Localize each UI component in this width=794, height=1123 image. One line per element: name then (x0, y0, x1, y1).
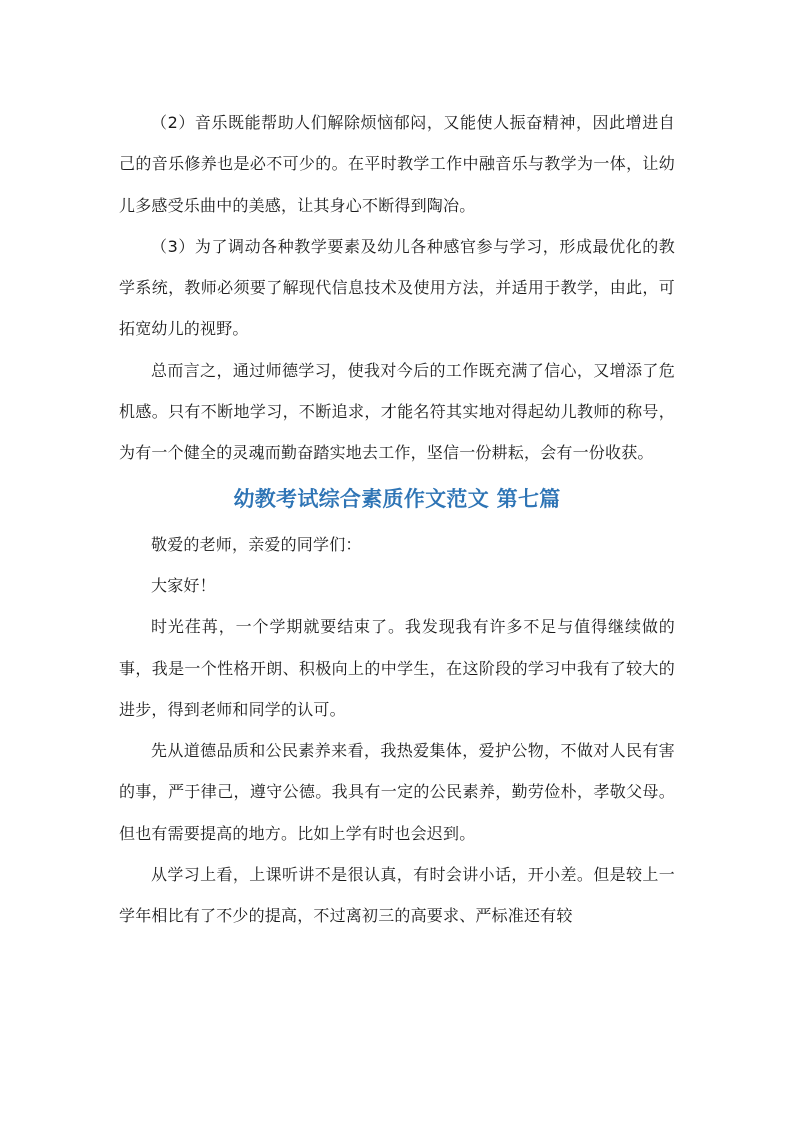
paragraph-study: 从学习上看，上课听讲不是很认真，有时会讲小话，开小差。但是较上一学年相比有了不少的提高，不过离初三的高要求、严标准还有较 (119, 865, 675, 926)
paragraph-salutation: 敬爱的老师，亲爱的同学们： (151, 534, 362, 554)
paragraph-greeting: 大家好！ (151, 575, 216, 595)
paragraph-semester-intro: 时光荏苒，一个学期就要结束了。我发现我有许多不足与值得继续做的事，我是一个性格开朗、积极向上的中学生，在这阶段的学习中我有了较大的进步，得到老师和同学的认可。 (119, 617, 675, 719)
paragraph-music-benefits: （2）音乐既能帮助人们解除烦恼郁闷，又能使人振奋精神，因此增进自己的音乐修养也是必不可少的。在平时教学工作中融音乐与教学为一体，让幼儿多感受乐曲中的美感，让其身心不断得到陶冶。 (119, 113, 675, 215)
paragraph-conclusion: 总而言之，通过师德学习，使我对今后的工作既充满了信心，又增添了危机感。只有不断地学习，不断追求，才能名符其实地对得起幼儿教师的称号，为有一个健全的灵魂而勤奋踏实地去工作，坚信一份耕耘，会有一份收获。 (119, 360, 675, 463)
section-heading: 幼教考试综合素质作文范文 第七篇 (233, 486, 561, 511)
document-body (119, 102, 675, 937)
paragraph-moral-quality: 先从道德品质和公民素养来看，我热爱集体，爱护公物，不做对人民有害的事，严于律己，遵守公德。我具有一定的公民素养，勤劳俭朴，孝敬父母。但也有需要提高的地方。比如上学有时也会迟到。 (119, 741, 675, 843)
paragraph-teaching-system: （3）为了调动各种教学要素及幼儿各种感官参与学习，形成最优化的教学系统，教师必须要了解现代信息技术及使用方法，并适用于教学，由此，可拓宽幼儿的视野。 (119, 236, 675, 339)
